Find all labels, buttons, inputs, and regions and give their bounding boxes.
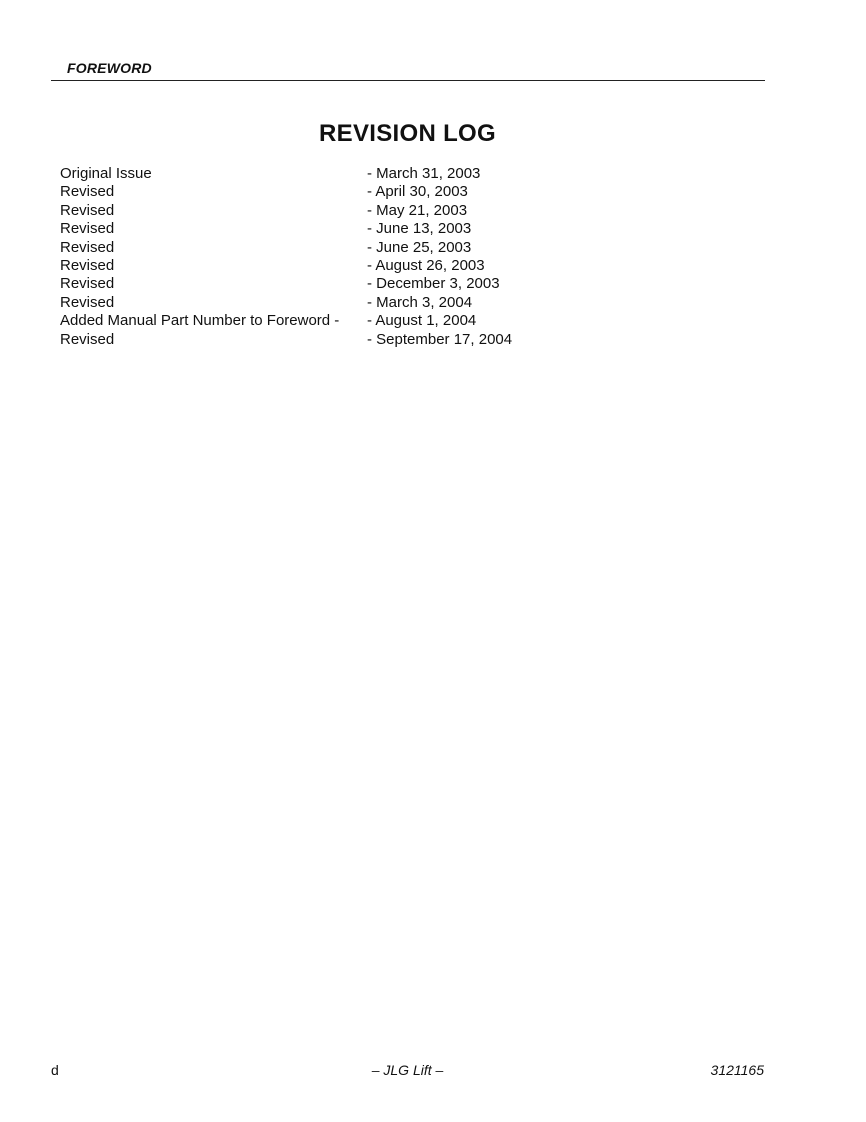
revision-description: Added Manual Part Number to Foreword -: [60, 312, 340, 330]
revision-description: Revised: [60, 275, 115, 293]
revision-date: - May 21, 2003: [367, 201, 468, 219]
page-title: REVISION LOG: [319, 120, 496, 147]
header-divider: [51, 80, 765, 81]
revision-description: Revised: [60, 293, 115, 311]
footer-company: – JLG Lift –: [371, 1062, 444, 1078]
revision-date: - December 3, 2003: [367, 275, 500, 293]
footer-document-number: 3121165: [710, 1062, 764, 1078]
revision-date: - June 25, 2003: [367, 238, 472, 256]
revision-row: [60, 294, 620, 312]
revision-row: [60, 275, 620, 293]
revision-date: - April 30, 2003: [367, 183, 468, 201]
footer-page-number: d: [51, 1062, 59, 1078]
revision-description: Revised: [60, 238, 115, 256]
revision-row: [60, 183, 620, 201]
revision-row: [60, 312, 620, 330]
revision-description: Original Issue: [60, 165, 152, 182]
page-header-section: FOREWORD: [67, 60, 152, 76]
revision-description: Revised: [60, 201, 115, 219]
revision-description: Revised: [60, 183, 115, 201]
revision-row: [60, 165, 620, 183]
revision-date: - March 31, 2003: [367, 165, 481, 182]
revision-row: [60, 202, 620, 220]
revision-row: [60, 257, 620, 275]
revision-description: Revised: [60, 330, 115, 348]
revision-description: Revised: [60, 256, 115, 274]
revision-row: [60, 220, 620, 238]
revision-date: - September 17, 2004: [367, 330, 513, 348]
revision-description: Revised: [60, 220, 115, 238]
revision-row: [60, 239, 620, 257]
revision-date: - March 3, 2004: [367, 293, 473, 311]
revision-row: [60, 331, 620, 349]
revision-date: - June 13, 2003: [367, 220, 472, 238]
revision-list: [60, 165, 620, 349]
revision-date: - August 26, 2003: [367, 256, 485, 274]
revision-date: - August 1, 2004: [367, 312, 477, 330]
